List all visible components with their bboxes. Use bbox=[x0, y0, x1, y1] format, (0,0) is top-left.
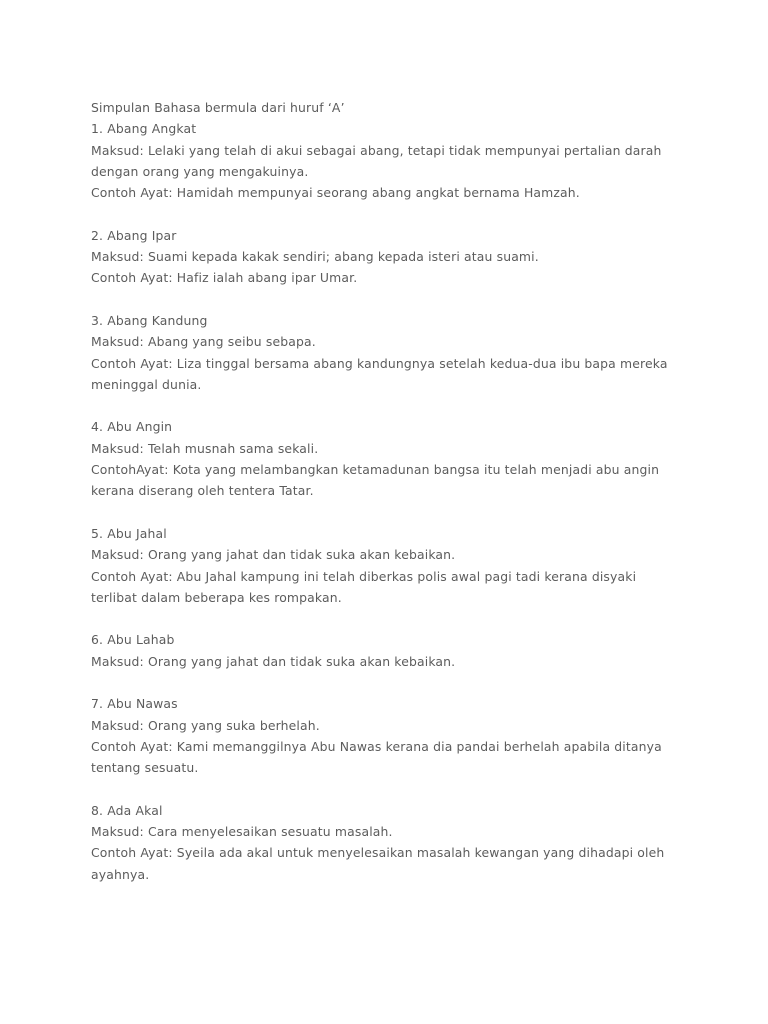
entry-example-line: Contoh Ayat: Kami memanggilnya Abu Nawas kerana dia pandai berhelah apabila ditanya bbox=[91, 738, 662, 754]
entry-example-line: kerana diserang oleh tentera Tatar. bbox=[91, 483, 314, 499]
entry-example-line: meninggal dunia. bbox=[91, 376, 202, 392]
entry-example-line: Contoh Ayat: Hafiz ialah abang ipar Umar. bbox=[91, 270, 358, 286]
entry-abang-angkat bbox=[91, 118, 691, 203]
entry-heading: 6. Abu Lahab bbox=[91, 632, 175, 648]
entry-abang-ipar bbox=[91, 225, 691, 289]
entry-meaning-line: Maksud: Abang yang seibu sebapa. bbox=[91, 334, 316, 350]
entry-meaning-line: Maksud: Suami kepada kakak sendiri; abang kepada isteri atau suami. bbox=[91, 249, 539, 265]
entry-heading: 1. Abang Angkat bbox=[91, 121, 197, 137]
entry-example-line: Contoh Ayat: Syeila ada akal untuk menyelesaikan masalah kewangan yang dihadapi oleh bbox=[91, 845, 665, 861]
entry-abu-jahal bbox=[91, 523, 691, 608]
entry-meaning-line: Maksud: Cara menyelesaikan sesuatu masalah. bbox=[91, 824, 393, 840]
entry-meaning-line: Maksud: Orang yang suka berhelah. bbox=[91, 717, 320, 733]
entry-example-line: ContohAyat: Kota yang melambangkan ketamadunan bangsa itu telah menjadi abu angin bbox=[91, 462, 660, 478]
entry-example-line: Contoh Ayat: Abu Jahal kampung ini telah diberkas polis awal pagi tadi kerana disyaki bbox=[91, 568, 637, 584]
entry-abu-angin bbox=[91, 416, 691, 501]
entry-abu-nawas bbox=[91, 693, 691, 778]
document-page bbox=[91, 97, 691, 906]
entry-heading: 2. Abang Ipar bbox=[91, 227, 177, 243]
entry-example-line: Contoh Ayat: Liza tinggal bersama abang kandungnya setelah kedua-dua ibu bapa mereka bbox=[91, 355, 668, 371]
entry-example-line: ayahnya. bbox=[91, 866, 150, 882]
entry-meaning-line: Maksud: Orang yang jahat dan tidak suka akan kebaikan. bbox=[91, 547, 456, 563]
entry-meaning-line: dengan orang yang mengakuinya. bbox=[91, 163, 309, 179]
entry-heading: 8. Ada Akal bbox=[91, 802, 163, 818]
document-title: Simpulan Bahasa bermula dari huruf ‘A’ bbox=[91, 100, 345, 115]
entry-example-line: Contoh Ayat: Hamidah mempunyai seorang abang angkat bernama Hamzah. bbox=[91, 185, 580, 201]
entry-meaning-line: Maksud: Lelaki yang telah di akui sebagai abang, tetapi tidak mempunyai pertalian darah bbox=[91, 142, 662, 158]
entry-heading: 5. Abu Jahal bbox=[91, 525, 167, 541]
entry-heading: 4. Abu Angin bbox=[91, 419, 173, 435]
entry-ada-akal bbox=[91, 800, 691, 885]
entry-abang-kandung bbox=[91, 310, 691, 395]
entry-meaning-line: Maksud: Orang yang jahat dan tidak suka akan kebaikan. bbox=[91, 653, 456, 669]
entry-example-line: terlibat dalam beberapa kes rompakan. bbox=[91, 589, 342, 605]
entry-abu-lahab bbox=[91, 629, 691, 672]
entry-example-line: tentang sesuatu. bbox=[91, 760, 199, 776]
entry-heading: 3. Abang Kandung bbox=[91, 312, 208, 328]
entry-meaning-line: Maksud: Telah musnah sama sekali. bbox=[91, 440, 319, 456]
entry-heading: 7. Abu Nawas bbox=[91, 696, 178, 712]
